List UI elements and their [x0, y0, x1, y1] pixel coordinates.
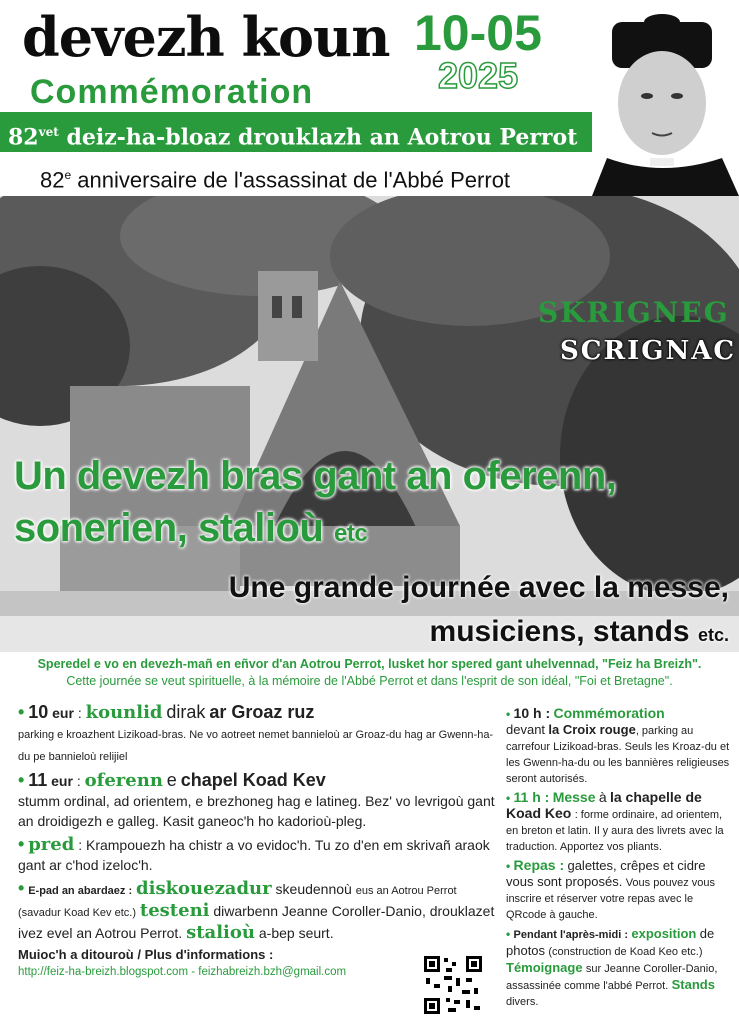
event-date-year: 2025 [438, 55, 519, 96]
french-item-3-text: galettes, crêpes et cidre vous sont proposés. [506, 858, 706, 889]
anniv-ordinal-sup: e [64, 168, 72, 182]
french-item-4-text1: de photos [506, 926, 715, 958]
breton-item-4-key3: stalioù [186, 922, 255, 943]
breton-item-4-w4: diwarbenn Jeanne Coroller-Danio, drouklazet ivez evel an Aotrou Perrot. [18, 903, 495, 941]
headline-breton-line2-text: sonerien, stalioù [14, 506, 324, 550]
french-item-2-time: 11 h : [513, 789, 550, 805]
french-item-1-lead: devant [506, 722, 546, 737]
breton-item-1-text: parking e kroazhent Lizikoad-bras. Ne vo aotreet nemet bannieloù ar Groaz-du hag ar Gwenn-ha-du pe bannieloù relijiel [18, 729, 494, 763]
breton-item-4 [18, 878, 496, 943]
french-item-3-small: Vous pouvez vous inscrire et réserver votre repas avec le QRcode à gauche. [506, 877, 715, 921]
french-item-1-place: la Croix rouge [548, 722, 636, 737]
info-label: Muioc'h a ditouroù / Plus d'informations : [18, 947, 274, 962]
french-item-2-place: la chapelle de Koad Keo [506, 789, 702, 821]
place-french: SCRIGNAC [560, 336, 737, 366]
french-item-4 [506, 926, 730, 1010]
bullet: • [18, 834, 25, 854]
bullet: • [506, 791, 511, 805]
intro-breton: Speredel e vo en devezh-mañ en eñvor d'an Aotrou Perrot, lusket hor spered gant uhelvennad, "Feiz ha Breizh". [37, 657, 702, 671]
headline-breton [14, 450, 616, 560]
breton-item-3-text: : Krampouezh ha chistr a vo evidoc'h. Tu zo d'en em skrivañ araok gant ar c'hod izeloc'h. [18, 837, 490, 873]
priest-portrait [592, 8, 739, 196]
french-item-2 [506, 790, 730, 855]
breton-item-4-lead: E-pad an abardaez : [28, 885, 133, 897]
breton-item-4-w1: skeudennoù [275, 881, 352, 897]
breton-item-1-unit: eur [52, 705, 74, 721]
banner-phrase: deiz-ha-bloaz drouklazh an Aotrou Perrot [66, 124, 578, 151]
french-item-4-title3: Stands [671, 977, 715, 992]
french-item-4-lead: Pendant l'après-midi : [513, 929, 629, 941]
breton-item-4-w5: a-bep seurt. [258, 925, 334, 941]
breton-item-1-key: kounlid [85, 702, 163, 723]
breton-item-4-w3: (savadur Koad Kev etc.) [18, 907, 137, 919]
anniversary-line [40, 162, 510, 193]
headline-french [229, 566, 729, 657]
breton-item-2-mid: e [166, 770, 177, 790]
french-item-4-text2: (construction de Koad Keo etc.) [548, 946, 703, 958]
anniv-ordinal: 82 [40, 167, 65, 193]
breton-item-2-time: 11 [28, 770, 48, 790]
breton-item-1-mid: dirak [166, 702, 206, 722]
breton-item-2-place: chapel Koad Kev [180, 770, 326, 790]
breton-item-1-time: 10 [28, 702, 49, 722]
qr-code-drawing [422, 954, 484, 1016]
french-item-1-text: , parking au carrefour Lizikoad-bras. Seuls les Kroaz-du et les Gwenn-ha-du ou les bannières religieuses seront autorisés. [506, 725, 730, 785]
bullet: • [18, 702, 25, 722]
headline-french-line2-text: musiciens, stands [429, 615, 690, 648]
portrait-drawing [592, 8, 739, 196]
breton-item-3-key: pred [28, 834, 75, 855]
intro-french: Cette journée se veut spirituelle, à la mémoire de l'Abbé Perrot et dans l'esprit de son idéal, "Foi et Bretagne". [66, 674, 673, 688]
breton-item-2-sep: : [76, 773, 81, 789]
banner-text [8, 116, 577, 153]
poster-title: devezh koun [22, 5, 390, 69]
banner-ordinal: 82 [8, 124, 39, 151]
headline-breton-line2 [14, 502, 616, 560]
bullet: • [506, 859, 511, 873]
bullet: • [506, 707, 511, 721]
french-item-4-text4: divers. [506, 996, 539, 1008]
bullet: • [18, 878, 25, 898]
anniv-text: anniversaire de l'assassinat de l'Abbé Perrot [77, 167, 511, 193]
breton-item-2-text: stumm ordinal, ad orientem, e brezhoneg hag e latineg. Bez' vo levrigoù gant an droidigezh e galleg. Kasit ganeoc'h ho kadorioù-pleg. [18, 793, 495, 829]
french-item-1-time: 10 h : [513, 705, 551, 721]
french-item-1-title: Commémoration [553, 705, 665, 721]
headline-french-line2 [229, 610, 729, 657]
breton-item-4-w2: eus an Aotrou Perrot [355, 885, 457, 897]
place-breton: SKRIGNEG [538, 296, 730, 329]
contact-link[interactable]: http://feiz-ha-breizh.blogspot.com - feizhabreizh.bzh@gmail.com [18, 966, 347, 978]
breton-item-1-place: ar Groaz ruz [209, 702, 315, 722]
french-item-2-title: Messe [552, 789, 596, 805]
bullet: • [18, 770, 25, 790]
poster-subtitle: Commémoration [30, 73, 314, 111]
headline-breton-etc: etc [333, 520, 368, 547]
french-item-1 [506, 706, 730, 787]
french-item-3-title: Repas : [513, 857, 565, 873]
bullet: • [506, 927, 511, 941]
breton-item-2-key: oferenn [84, 770, 163, 791]
breton-program [18, 702, 496, 980]
breton-item-3 [18, 834, 496, 875]
french-item-2-text: : forme ordinaire, ad orientem, en breton et latin. Il y aura des livrets avec la traduction. Apportez vos pliants. [506, 809, 724, 853]
banner-ordinal-sup: vet [38, 125, 59, 139]
french-item-4-title2: Témoignage [506, 960, 583, 975]
french-item-3 [506, 858, 730, 923]
breton-item-4-key1: diskouezadur [136, 878, 272, 899]
french-program [506, 706, 730, 1013]
french-item-4-text3: sur Jeanne Coroller-Danio, assassinée comme l'abbé Perrot. [506, 963, 718, 992]
breton-item-4-key2: testeni [139, 900, 210, 921]
french-item-2-mid: à [598, 789, 607, 805]
intro-text [0, 656, 739, 690]
headline-french-line1: Une grande journée avec la messe, [228, 571, 729, 604]
french-item-4-title: exposition [631, 926, 697, 941]
breton-item-2 [18, 770, 496, 831]
headline-french-etc: etc. [697, 625, 729, 645]
qr-code[interactable] [422, 954, 484, 1016]
breton-item-1-sep: : [77, 705, 82, 721]
breton-item-2-unit: eur [51, 773, 73, 789]
headline-breton-line1: Un devezh bras gant an oferenn, [14, 454, 617, 498]
breton-item-1 [18, 702, 496, 767]
event-date-day: 10-05 [414, 5, 542, 61]
